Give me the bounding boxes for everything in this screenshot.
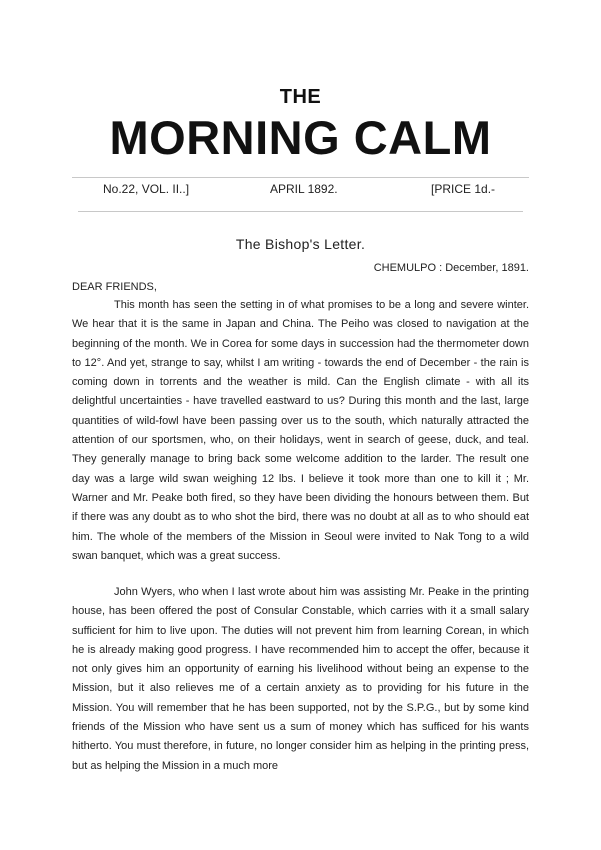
masthead-rule-bottom xyxy=(78,211,523,212)
letter-paragraph: John Wyers, who when I last wrote about him was assisting Mr. Peake in the printing house, has been offered the post of Consular Constable, which carries with it a small salary sufficient for him to live upon. The duties will not prevent him from learning Corean, in which he is already making good progress. I have recommended him to accept the offer, because it not only gives him an opportunity of earning his livelihood without being an expense to the Mission, but it also relieves me of a certain anxiety as to providing for his future in the Mission. You will remember that he has been supported, not by the S.P.G., but by some kind friends of the Mission who have sent us a sum of money which has sufficed for his wants hitherto. You must therefore, in future, no longer consider him as helping in the printing press, but as helping the Mission in a much more xyxy=(72,586,529,772)
masthead-rule-top xyxy=(72,177,529,178)
masthead-article: THE xyxy=(279,86,322,108)
issue-price: [PRICE 1d.- xyxy=(431,182,496,196)
issue-number: No.22, VOL. II..] xyxy=(103,182,190,196)
issue-date: APRIL 1892. xyxy=(270,182,338,196)
issue-line xyxy=(72,182,529,198)
letter-dateline: CHEMULPO : December, 1891. xyxy=(373,262,529,274)
letter-title: The Bishop's Letter. xyxy=(235,236,366,252)
letter-salutation: DEAR FRIENDS, xyxy=(72,281,157,293)
masthead-title: MORNING CALM xyxy=(109,111,492,164)
letter-paragraph: This month has seen the setting in of what promises to be a long and severe winter. We hear that it is the same in Japan and China. The Peiho was closed to navigation at the beginning of the month. We in Corea for some days in succession had the thermometer down to 12°. And yet, strange to say, whilst I am writing - towards the end of December - the rain is coming down in torrents and the weather is mild. Can the English climate - with all its delightful uncertainties - have travelled eastward to us? During this month and the last, large quantities of wild-fowl have been passing over us to the south, which naturally attracted the attention of our sportsmen, who, on their holidays, went in search of geese, duck, and teal. They generally manage to bring back some welcome addition to the larder. The result one day was a large wild swan weighing 12 lbs. I believe it took more than one to kill it ; Mr. Warner and Mr. Peake both fired, so they have been dividing the honours between them. But if there was any doubt as to who shot the bird, there was no doubt at all as to who should eat him. The whole of the members of the Mission in Seoul were invited to Nak Tong to a wild swan banquet, which was a great success. xyxy=(72,299,529,562)
